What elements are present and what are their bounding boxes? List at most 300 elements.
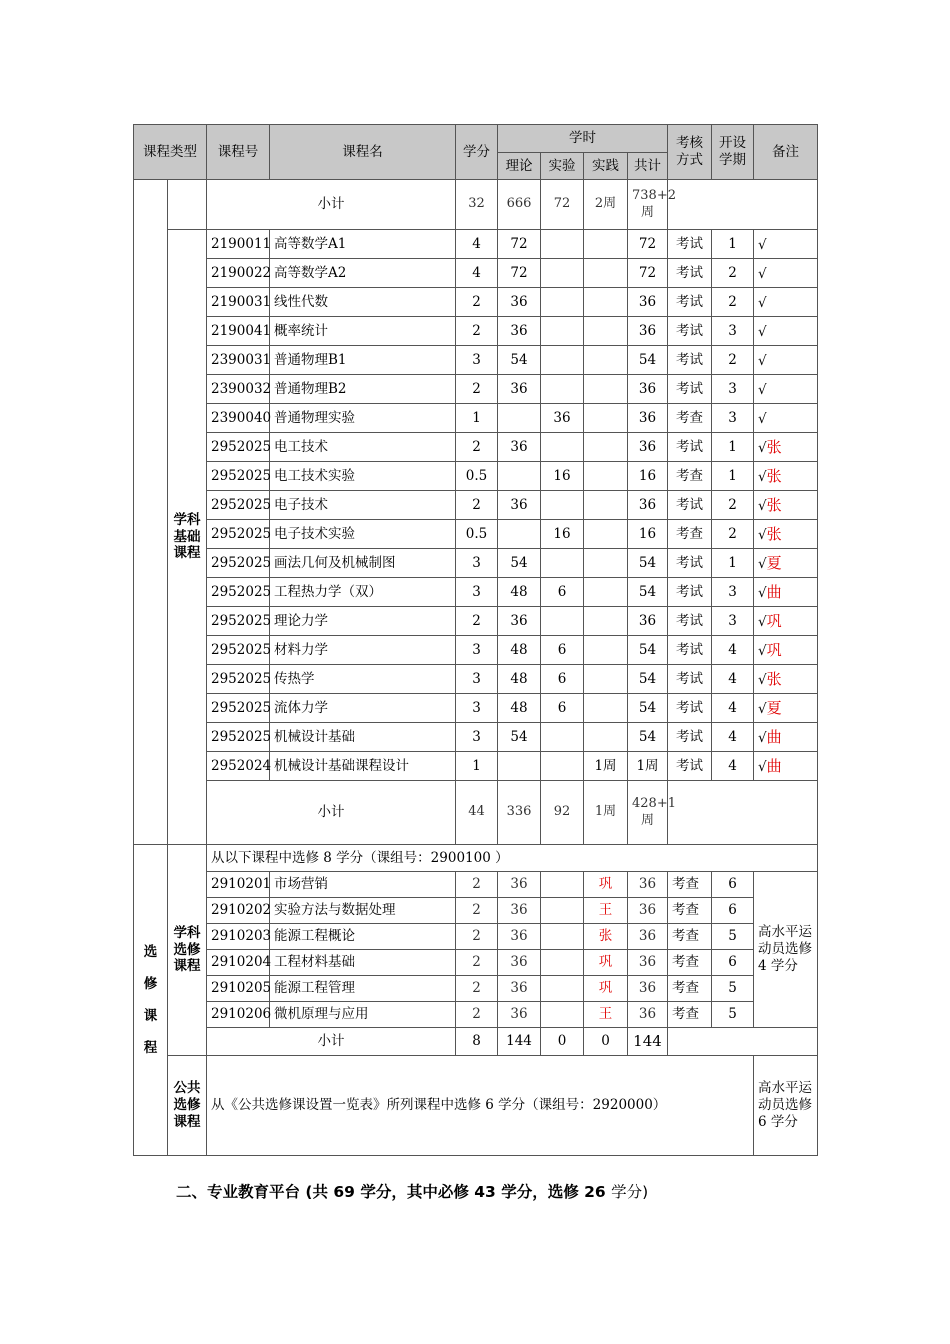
vertical-char: 课 xyxy=(143,1008,158,1024)
course-experiment xyxy=(541,924,584,950)
course-exam: 考查 xyxy=(668,950,712,976)
course-theory: 54 xyxy=(498,723,541,752)
course-code: 2910201 xyxy=(207,872,270,898)
course-total: 54 xyxy=(628,549,668,578)
header-type: 课程类型 xyxy=(134,125,207,180)
course-name: 实验方法与数据处理 xyxy=(270,898,456,924)
teacher-tag: 张 xyxy=(766,495,782,514)
course-name: 工程热力学（双） xyxy=(270,578,456,607)
table-row xyxy=(134,462,818,491)
course-credit: 3 xyxy=(456,346,498,375)
course-credit: 2 xyxy=(456,288,498,317)
course-code: 2390031 xyxy=(207,346,270,375)
course-remark xyxy=(754,723,818,752)
course-code: 2390040 xyxy=(207,404,270,433)
course-semester: 5 xyxy=(712,924,754,950)
course-total: 36 xyxy=(628,950,668,976)
subtotal-experiment: 0 xyxy=(541,1028,584,1056)
course-exam: 考查 xyxy=(668,462,712,491)
subtotal-label: 小计 xyxy=(207,180,456,230)
curriculum-table xyxy=(133,124,818,1156)
course-exam: 考试 xyxy=(668,607,712,636)
table-row xyxy=(134,607,818,636)
course-practice xyxy=(584,636,628,665)
header-name: 课程名 xyxy=(270,125,456,180)
course-exam: 考试 xyxy=(668,636,712,665)
course-credit: 1 xyxy=(456,404,498,433)
teacher-tag: 曲 xyxy=(766,727,782,746)
teacher-tag: 曲 xyxy=(766,582,782,601)
table-row xyxy=(134,578,818,607)
course-remark xyxy=(754,433,818,462)
course-exam: 考查 xyxy=(668,520,712,549)
course-practice xyxy=(584,578,628,607)
teacher-tag: 张 xyxy=(766,437,782,456)
course-practice xyxy=(584,346,628,375)
subtotal-practice: 1周 xyxy=(584,781,628,845)
course-experiment xyxy=(541,1002,584,1028)
course-theory: 72 xyxy=(498,230,541,259)
check-mark: √ xyxy=(758,555,767,572)
subtotal-practice: 2周 xyxy=(584,180,628,230)
course-code: 2952025 xyxy=(207,723,270,752)
course-teacher-tag: 张 xyxy=(584,924,628,950)
course-total: 36 xyxy=(628,898,668,924)
course-experiment xyxy=(541,950,584,976)
table-row xyxy=(134,950,818,976)
course-practice xyxy=(584,491,628,520)
course-remark xyxy=(754,404,818,433)
course-name: 流体力学 xyxy=(270,694,456,723)
blank-cell xyxy=(168,180,207,230)
course-credit: 4 xyxy=(456,230,498,259)
course-credit: 2 xyxy=(456,317,498,346)
course-code: 2952024 xyxy=(207,752,270,781)
course-experiment xyxy=(541,230,584,259)
course-total: 36 xyxy=(628,872,668,898)
table-row xyxy=(134,872,818,898)
course-experiment xyxy=(541,549,584,578)
subtotal-credit: 8 xyxy=(456,1028,498,1056)
table-row xyxy=(134,924,818,950)
course-theory: 54 xyxy=(498,346,541,375)
course-experiment: 36 xyxy=(541,404,584,433)
table-row xyxy=(134,259,818,288)
header-semester: 开设学期 xyxy=(712,125,754,180)
course-exam: 考试 xyxy=(668,694,712,723)
course-practice xyxy=(584,520,628,549)
course-semester: 3 xyxy=(712,375,754,404)
course-semester: 3 xyxy=(712,404,754,433)
course-theory: 36 xyxy=(498,317,541,346)
subtotal-label: 小计 xyxy=(207,781,456,845)
course-name: 能源工程概论 xyxy=(270,924,456,950)
table-row xyxy=(134,433,818,462)
course-name: 电工技术 xyxy=(270,433,456,462)
course-exam: 考试 xyxy=(668,433,712,462)
course-name: 普通物理B2 xyxy=(270,375,456,404)
course-remark xyxy=(754,607,818,636)
course-remark xyxy=(754,491,818,520)
course-name: 电子技术 xyxy=(270,491,456,520)
course-credit: 2 xyxy=(456,872,498,898)
course-remark xyxy=(754,317,818,346)
header-experiment: 实验 xyxy=(541,153,584,180)
course-practice xyxy=(584,462,628,491)
course-exam: 考查 xyxy=(668,404,712,433)
course-exam: 考试 xyxy=(668,665,712,694)
course-total: 36 xyxy=(628,924,668,950)
course-theory: 36 xyxy=(498,976,541,1002)
table-body xyxy=(134,180,818,1156)
course-credit: 0.5 xyxy=(456,520,498,549)
course-remark xyxy=(754,288,818,317)
table-row xyxy=(134,317,818,346)
course-credit: 2 xyxy=(456,375,498,404)
header-practice: 实践 xyxy=(584,153,628,180)
section-heading-tail: 学分) xyxy=(611,1183,649,1201)
category-public-elective: 公共选修课程 xyxy=(168,1056,207,1156)
course-name: 普通物理实验 xyxy=(270,404,456,433)
check-mark: √ xyxy=(758,352,767,369)
course-credit: 2 xyxy=(456,898,498,924)
course-remark xyxy=(754,752,818,781)
course-total: 36 xyxy=(628,317,668,346)
course-total: 54 xyxy=(628,665,668,694)
course-semester: 2 xyxy=(712,520,754,549)
table-row xyxy=(134,375,818,404)
course-remark xyxy=(754,259,818,288)
check-mark: √ xyxy=(758,526,767,543)
header-theory: 理论 xyxy=(498,153,541,180)
course-exam: 考试 xyxy=(668,346,712,375)
course-code: 2910203 xyxy=(207,924,270,950)
course-code: 2910205 xyxy=(207,976,270,1002)
subtotal-total: 428+1周 xyxy=(628,781,668,845)
table-row xyxy=(134,898,818,924)
course-code: 2910204 xyxy=(207,950,270,976)
course-remark xyxy=(754,375,818,404)
course-total: 36 xyxy=(628,433,668,462)
course-credit: 0.5 xyxy=(456,462,498,491)
header-credit: 学分 xyxy=(456,125,498,180)
course-total: 72 xyxy=(628,230,668,259)
course-name: 理论力学 xyxy=(270,607,456,636)
check-mark: √ xyxy=(758,323,767,340)
vertical-char: 程 xyxy=(143,1040,158,1056)
course-total: 54 xyxy=(628,578,668,607)
course-credit: 2 xyxy=(456,433,498,462)
course-experiment xyxy=(541,259,584,288)
course-teacher-tag: 巩 xyxy=(584,950,628,976)
table-row xyxy=(134,491,818,520)
category-subject-elective: 学科选修课程 xyxy=(168,845,207,1056)
course-exam: 考查 xyxy=(668,976,712,1002)
course-teacher-tag: 王 xyxy=(584,898,628,924)
subtotal-total: 144 xyxy=(628,1028,668,1056)
course-exam: 考试 xyxy=(668,288,712,317)
course-practice xyxy=(584,694,628,723)
vertical-char: 选 xyxy=(143,944,158,960)
course-code: 2952025 xyxy=(207,665,270,694)
course-experiment xyxy=(541,375,584,404)
course-semester: 1 xyxy=(712,462,754,491)
course-experiment xyxy=(541,898,584,924)
course-credit: 3 xyxy=(456,694,498,723)
course-experiment: 6 xyxy=(541,636,584,665)
course-credit: 3 xyxy=(456,636,498,665)
check-mark: √ xyxy=(758,265,767,282)
course-semester: 6 xyxy=(712,898,754,924)
course-total: 36 xyxy=(628,288,668,317)
course-code: 2190031 xyxy=(207,288,270,317)
course-code: 2910202 xyxy=(207,898,270,924)
course-semester: 3 xyxy=(712,317,754,346)
course-exam: 考查 xyxy=(668,872,712,898)
course-semester: 4 xyxy=(712,752,754,781)
course-theory: 48 xyxy=(498,694,541,723)
subtotal-theory: 144 xyxy=(498,1028,541,1056)
course-semester: 4 xyxy=(712,694,754,723)
course-remark xyxy=(754,636,818,665)
course-experiment xyxy=(541,317,584,346)
table-row xyxy=(134,1028,818,1056)
subtotal-experiment: 92 xyxy=(541,781,584,845)
header-code: 课程号 xyxy=(207,125,270,180)
course-name: 高等数学A2 xyxy=(270,259,456,288)
header-total: 共计 xyxy=(628,153,668,180)
course-exam: 考试 xyxy=(668,317,712,346)
course-name: 机械设计基础 xyxy=(270,723,456,752)
table-row xyxy=(134,346,818,375)
course-semester: 1 xyxy=(712,230,754,259)
check-mark: √ xyxy=(758,381,767,398)
course-practice xyxy=(584,404,628,433)
subtotal-practice: 0 xyxy=(584,1028,628,1056)
course-name: 机械设计基础课程设计 xyxy=(270,752,456,781)
course-code: 2190041 xyxy=(207,317,270,346)
course-credit: 2 xyxy=(456,924,498,950)
course-experiment xyxy=(541,872,584,898)
subtotal-credit: 32 xyxy=(456,180,498,230)
course-semester: 2 xyxy=(712,288,754,317)
check-mark: √ xyxy=(758,642,767,659)
table-row xyxy=(134,781,818,845)
course-semester: 1 xyxy=(712,549,754,578)
check-mark: √ xyxy=(758,410,767,427)
course-practice xyxy=(584,230,628,259)
course-theory: 48 xyxy=(498,636,541,665)
course-theory: 36 xyxy=(498,375,541,404)
section-heading-title: 二、专业教育平台 (共 69 学分，其中必修 43 学分，选修 26 xyxy=(176,1183,612,1201)
course-exam: 考试 xyxy=(668,752,712,781)
course-credit: 3 xyxy=(456,549,498,578)
course-practice xyxy=(584,317,628,346)
table-row xyxy=(134,1056,818,1156)
check-mark: √ xyxy=(758,584,767,601)
course-total: 54 xyxy=(628,346,668,375)
table-row xyxy=(134,404,818,433)
course-experiment: 6 xyxy=(541,665,584,694)
course-credit: 2 xyxy=(456,607,498,636)
course-practice xyxy=(584,723,628,752)
course-total: 36 xyxy=(628,1002,668,1028)
course-semester: 3 xyxy=(712,578,754,607)
course-remark xyxy=(754,578,818,607)
check-mark: √ xyxy=(758,468,767,485)
teacher-tag: 曲 xyxy=(766,756,782,775)
table-row xyxy=(134,723,818,752)
course-name: 概率统计 xyxy=(270,317,456,346)
course-code: 2910206 xyxy=(207,1002,270,1028)
course-theory: 36 xyxy=(498,433,541,462)
subject-elective-note: 从以下课程中选修 8 学分（课组号：2900100 ） xyxy=(207,845,818,872)
course-semester: 2 xyxy=(712,259,754,288)
course-credit: 2 xyxy=(456,1002,498,1028)
check-mark: √ xyxy=(758,671,767,688)
course-theory: 36 xyxy=(498,950,541,976)
course-exam: 考试 xyxy=(668,259,712,288)
course-experiment xyxy=(541,433,584,462)
course-experiment xyxy=(541,346,584,375)
subtotal-experiment: 72 xyxy=(541,180,584,230)
course-name: 工程材料基础 xyxy=(270,950,456,976)
course-theory xyxy=(498,404,541,433)
course-practice: 1周 xyxy=(584,752,628,781)
blank-cell xyxy=(668,180,818,230)
header-hours: 学时 xyxy=(498,125,668,153)
course-experiment: 16 xyxy=(541,520,584,549)
course-practice xyxy=(584,259,628,288)
course-experiment xyxy=(541,723,584,752)
course-semester: 2 xyxy=(712,346,754,375)
subtotal-total: 738+2周 xyxy=(628,180,668,230)
course-credit: 2 xyxy=(456,950,498,976)
course-theory: 36 xyxy=(498,872,541,898)
course-experiment xyxy=(541,752,584,781)
course-theory: 72 xyxy=(498,259,541,288)
course-code: 2952025 xyxy=(207,549,270,578)
public-elective-remark: 高水平运动员选修 6 学分 xyxy=(754,1056,818,1156)
course-semester: 5 xyxy=(712,1002,754,1028)
course-exam: 考查 xyxy=(668,924,712,950)
course-theory: 36 xyxy=(498,898,541,924)
course-name: 微机原理与应用 xyxy=(270,1002,456,1028)
required-type-cell xyxy=(134,180,168,845)
table-row xyxy=(134,549,818,578)
check-mark: √ xyxy=(758,729,767,746)
course-experiment xyxy=(541,976,584,1002)
course-semester: 4 xyxy=(712,636,754,665)
course-practice xyxy=(584,607,628,636)
course-name: 高等数学A1 xyxy=(270,230,456,259)
table-row xyxy=(134,665,818,694)
subtotal-theory: 666 xyxy=(498,180,541,230)
course-practice xyxy=(584,288,628,317)
course-exam: 考查 xyxy=(668,1002,712,1028)
table-row xyxy=(134,636,818,665)
course-remark xyxy=(754,665,818,694)
course-code: 2952025 xyxy=(207,636,270,665)
course-total: 36 xyxy=(628,491,668,520)
course-name: 市场营销 xyxy=(270,872,456,898)
table-row xyxy=(134,845,818,872)
course-teacher-tag: 巩 xyxy=(584,872,628,898)
teacher-tag: 张 xyxy=(766,669,782,688)
blank-cell xyxy=(668,1028,818,1056)
teacher-tag: 巩 xyxy=(766,640,782,659)
course-theory: 48 xyxy=(498,578,541,607)
header-remark: 备注 xyxy=(754,125,818,180)
course-experiment: 16 xyxy=(541,462,584,491)
check-mark: √ xyxy=(758,497,767,514)
course-code: 2390032 xyxy=(207,375,270,404)
teacher-tag: 巩 xyxy=(766,611,782,630)
table-row xyxy=(134,230,818,259)
course-name: 材料力学 xyxy=(270,636,456,665)
vertical-char: 修 xyxy=(143,976,158,992)
check-mark: √ xyxy=(758,439,767,456)
teacher-tag: 张 xyxy=(766,524,782,543)
course-exam: 考试 xyxy=(668,723,712,752)
course-remark xyxy=(754,230,818,259)
course-theory: 36 xyxy=(498,491,541,520)
teacher-tag: 夏 xyxy=(766,698,782,717)
course-code: 2952025 xyxy=(207,491,270,520)
course-remark xyxy=(754,694,818,723)
course-semester: 6 xyxy=(712,872,754,898)
course-experiment xyxy=(541,607,584,636)
check-mark: √ xyxy=(758,294,767,311)
course-teacher-tag: 巩 xyxy=(584,976,628,1002)
course-code: 2190022 xyxy=(207,259,270,288)
course-practice xyxy=(584,665,628,694)
category-elective xyxy=(134,845,168,1156)
course-exam: 考查 xyxy=(668,898,712,924)
course-experiment xyxy=(541,491,584,520)
course-credit: 2 xyxy=(456,976,498,1002)
subtotal-theory: 336 xyxy=(498,781,541,845)
course-practice xyxy=(584,433,628,462)
course-semester: 1 xyxy=(712,433,754,462)
course-theory: 36 xyxy=(498,1002,541,1028)
course-total: 72 xyxy=(628,259,668,288)
category-basic: 学科基础课程 xyxy=(168,230,207,845)
table-row xyxy=(134,694,818,723)
course-total: 54 xyxy=(628,636,668,665)
course-total: 16 xyxy=(628,462,668,491)
course-semester: 2 xyxy=(712,491,754,520)
course-code: 2952025 xyxy=(207,462,270,491)
course-semester: 5 xyxy=(712,976,754,1002)
teacher-tag: 张 xyxy=(766,466,782,485)
course-theory xyxy=(498,462,541,491)
table-header xyxy=(134,125,818,180)
course-name: 画法几何及机械制图 xyxy=(270,549,456,578)
course-total: 54 xyxy=(628,723,668,752)
table-row xyxy=(134,752,818,781)
check-mark: √ xyxy=(758,758,767,775)
course-experiment: 6 xyxy=(541,578,584,607)
table-row xyxy=(134,1002,818,1028)
course-total: 54 xyxy=(628,694,668,723)
course-teacher-tag: 王 xyxy=(584,1002,628,1028)
course-total: 36 xyxy=(628,404,668,433)
course-semester: 6 xyxy=(712,950,754,976)
course-theory: 36 xyxy=(498,924,541,950)
check-mark: √ xyxy=(758,613,767,630)
check-mark: √ xyxy=(758,236,767,253)
